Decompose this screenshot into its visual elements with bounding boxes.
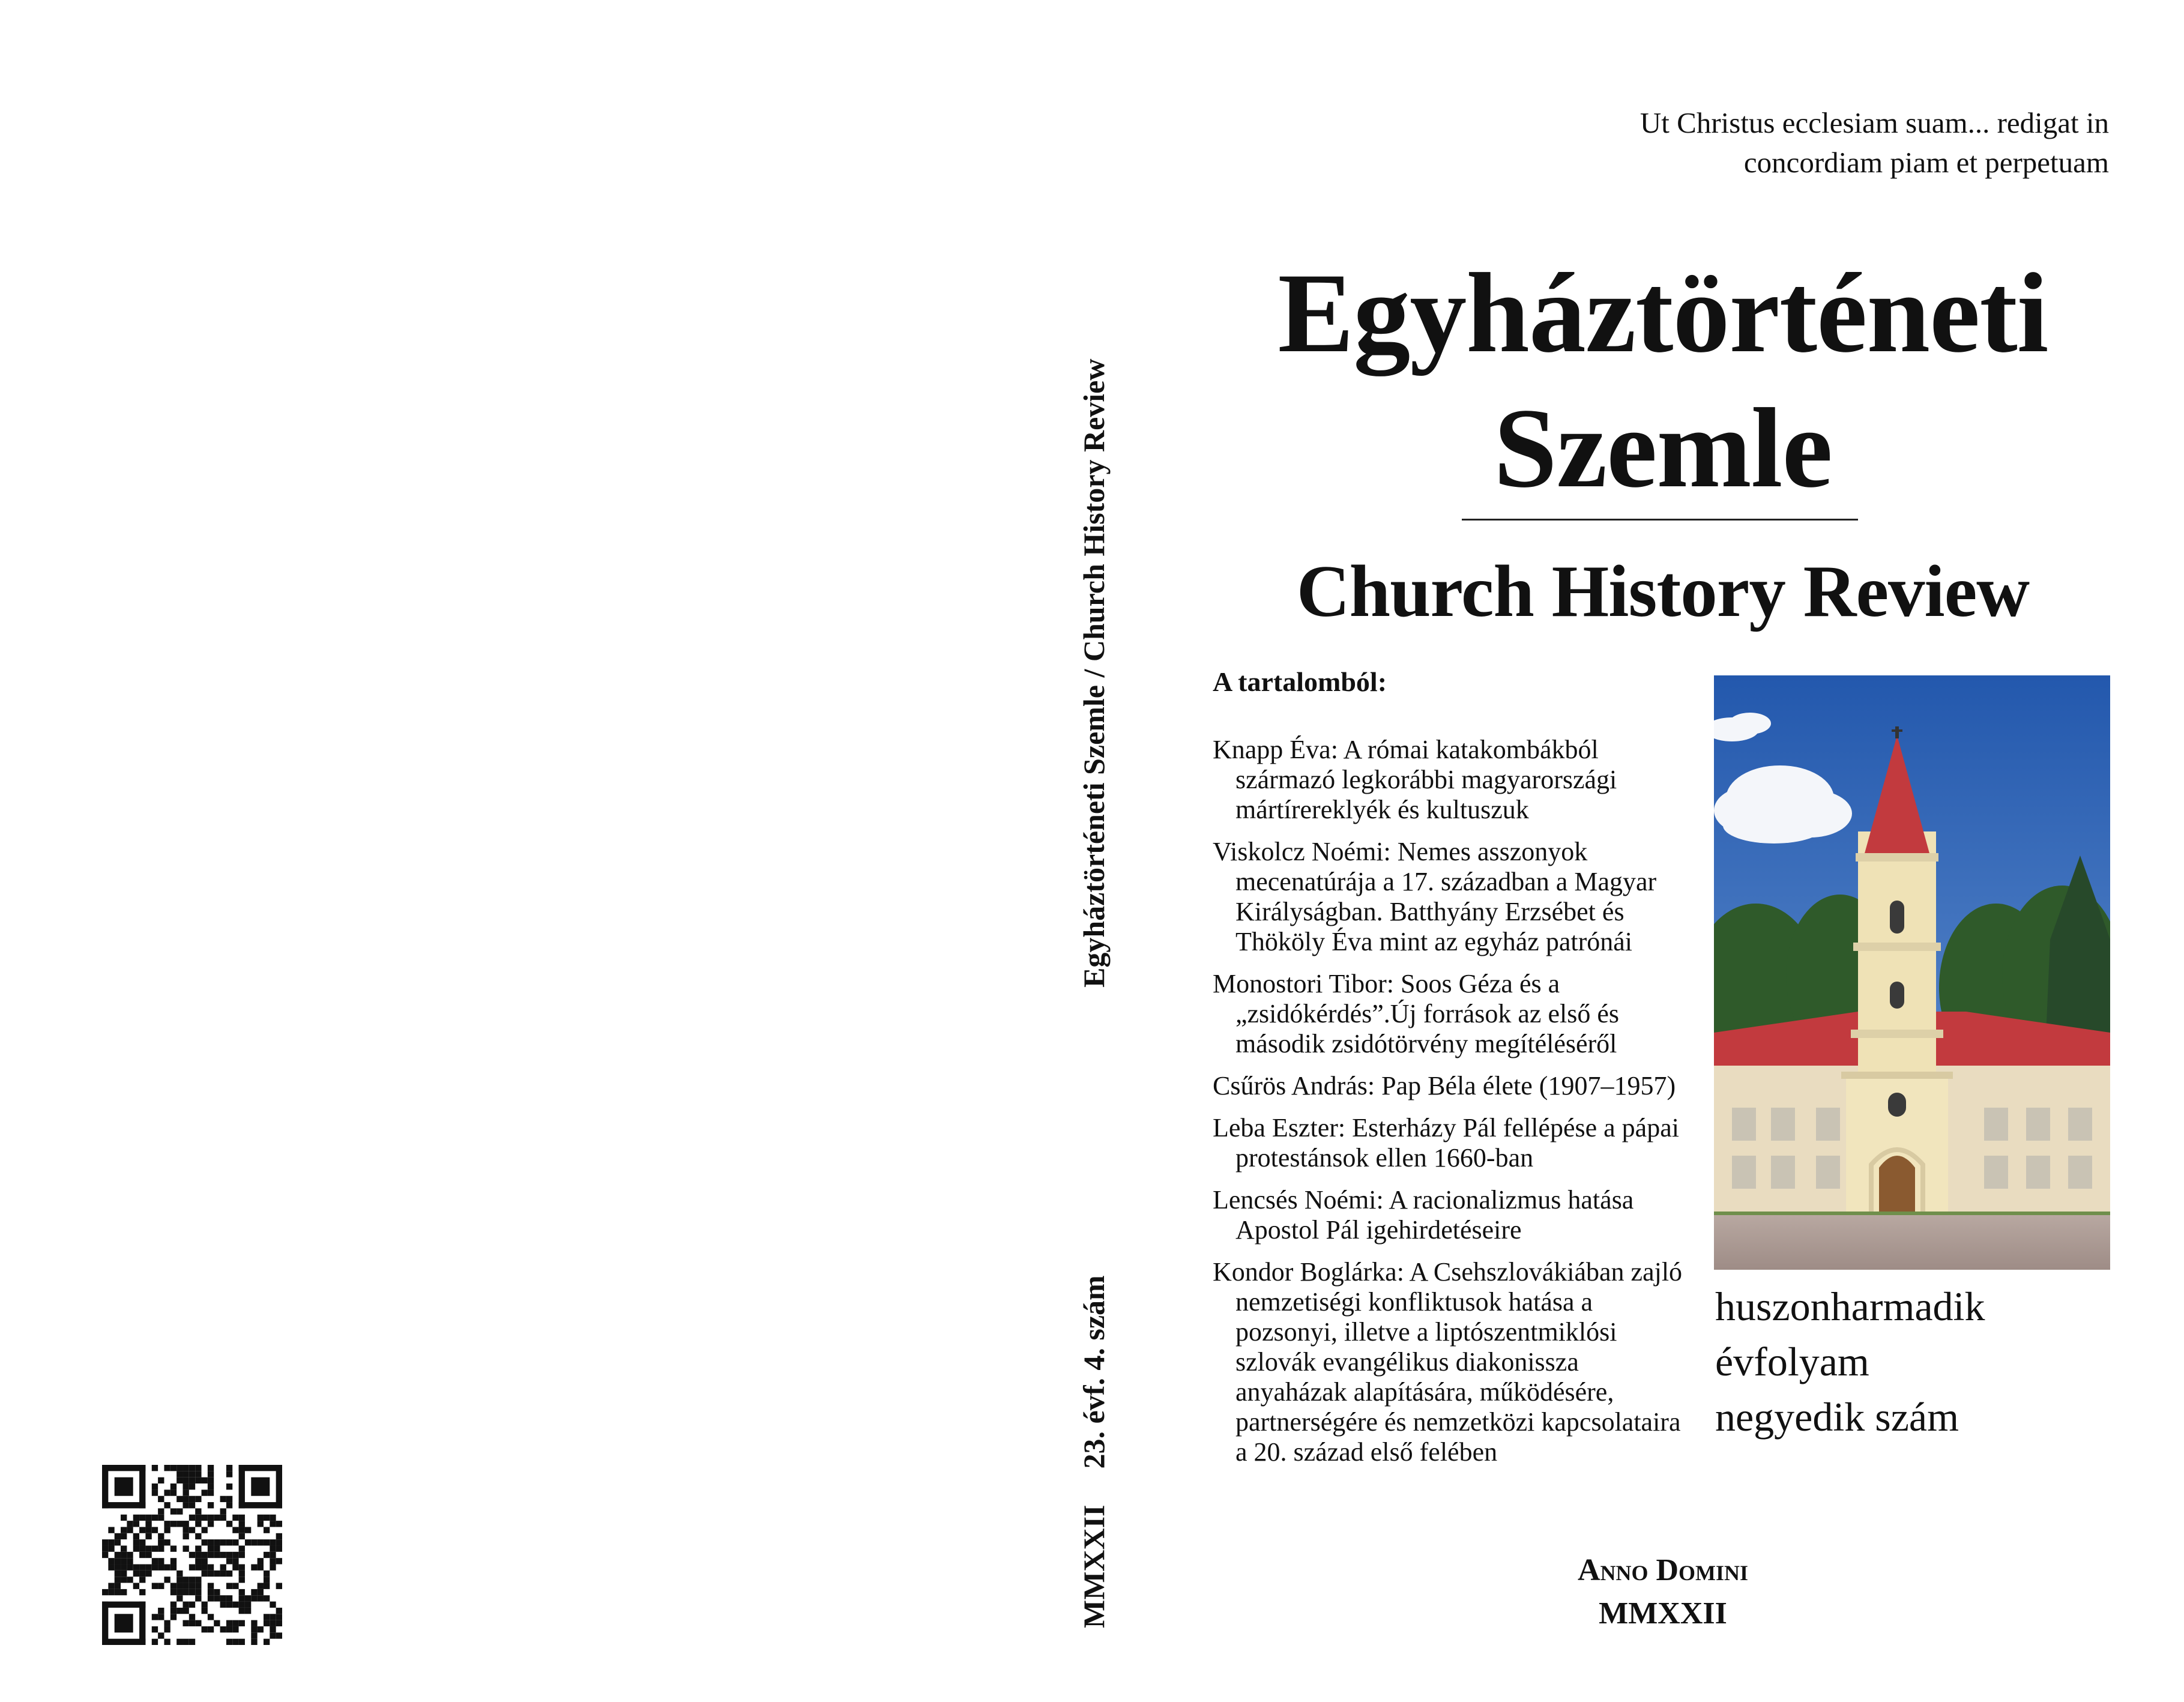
toc-author: Kondor Boglárka <box>1213 1257 1397 1287</box>
motto-line: concordiam piam et perpetuam <box>1743 146 2109 179</box>
journal-title-line: Szemle <box>1494 385 1832 512</box>
anno-domini-label: Anno Domini <box>1577 1553 1749 1587</box>
toc-heading: A tartalomból: <box>1213 666 1387 697</box>
toc-title: A racionalizmus hatása Apostol Pál igehirdetéseire <box>1235 1185 1634 1245</box>
toc-title: Esterházy Pál fellépése a pápai protestánsok ellen 1660-ban <box>1235 1113 1679 1172</box>
volume-line: negyedik szám <box>1715 1394 1959 1440</box>
volume-line: huszonharmadik <box>1715 1284 1985 1329</box>
toc-list <box>1213 735 1693 1467</box>
toc-item: Lencsés Noémi: A racionalizmus hatása Apostol Pál igehirdetéseire <box>1213 1185 1634 1245</box>
title-divider <box>1462 519 1858 521</box>
volume-line: évfolyam <box>1715 1339 1869 1384</box>
toc-author: Lencsés Noémi <box>1213 1185 1377 1215</box>
spine-title: Egyháztörténeti Szemle / Church History Review <box>1077 358 1111 988</box>
anno-domini-year: MMXXII <box>1599 1596 1727 1631</box>
motto-line: Ut Christus ecclesiam suam... redigat in <box>1640 106 2109 139</box>
journal-title-english: Church History Review <box>1296 550 2030 632</box>
toc-title: Soos Géza és a „zsidókérdés”.Új források az első és második zsidótörvény megítéléséről <box>1235 969 1619 1058</box>
journal-title-line: Egyháztörténeti <box>1278 250 2048 376</box>
toc-item: Leba Eszter: Esterházy Pál fellépése a pápai protestánsok ellen 1660-ban <box>1213 1113 1679 1172</box>
toc-item: Knapp Éva: A római katakombákból származó legkorábbi magyarországi mártírereklyék és kultuszuk <box>1213 735 1617 824</box>
toc-item: Viskolcz Noémi: Nemes asszonyok mecenatúrája a 17. században a Magyar Királyságban. Batthyány Erzsébet és Thököly Éva mint az egyház patrónái <box>1213 837 1657 956</box>
spine-volume-issue: 23. évf. 4. szám <box>1077 1275 1111 1469</box>
spine-year: MMXXII <box>1077 1504 1111 1628</box>
toc-title: Pap Béla élete (1907–1957) <box>1381 1071 1676 1100</box>
toc-author: Monostori Tibor <box>1213 969 1387 998</box>
toc-author: Knapp Éva <box>1213 735 1331 764</box>
toc-title: A római katakombákból származó legkorábbi magyarországi mártírereklyék és kultuszuk <box>1235 735 1617 824</box>
church-illustration <box>1714 675 2110 1270</box>
spine-issue <box>1076 1275 1112 1628</box>
toc-title: A Csehszlovákiában zajló nemzetiségi konfliktusok hatása a pozsonyi, illetve a liptószentmiklósi szlovák evangélikus diakonissza anyaházak alapítására, működésére, partnerségére és nemzetközi kapcsolataira a 20. század első felében <box>1235 1257 1683 1467</box>
toc-item: Csűrös András: Pap Béla élete (1907–1957) <box>1213 1071 1676 1100</box>
church-photo <box>1714 675 2110 1270</box>
anno-domini <box>1573 1549 1753 1635</box>
toc-author: Leba Eszter <box>1213 1113 1338 1142</box>
volume-issue-text <box>1715 1279 2111 1444</box>
plaza <box>1714 1213 2110 1270</box>
toc-item: Monostori Tibor: Soos Géza és a „zsidókérdés”.Új források az első és második zsidótörvény megítéléséről <box>1213 969 1619 1058</box>
journal-title <box>1207 246 2119 516</box>
toc-author: Csűrös András <box>1213 1071 1368 1100</box>
toc-item: Kondor Boglárka: A Csehszlovákiában zajló nemzetiségi konfliktusok hatása a pozsonyi, illetve a liptószentmiklósi szlovák evangélikus diakonissza anyaházak alapítására, működésére, partnerségére és nemzetközi kapcsolataira a 20. század első felében <box>1213 1257 1683 1467</box>
motto <box>1569 103 2109 183</box>
toc-author: Viskolcz Noémi <box>1213 837 1384 866</box>
toc-title: Nemes asszonyok mecenatúrája a 17. században a Magyar Királyságban. Batthyány Erzsébet és Thököly Éva mint az egyház patrónái <box>1235 837 1657 956</box>
table-of-contents <box>1213 665 1693 1479</box>
qr-code <box>102 1465 282 1645</box>
